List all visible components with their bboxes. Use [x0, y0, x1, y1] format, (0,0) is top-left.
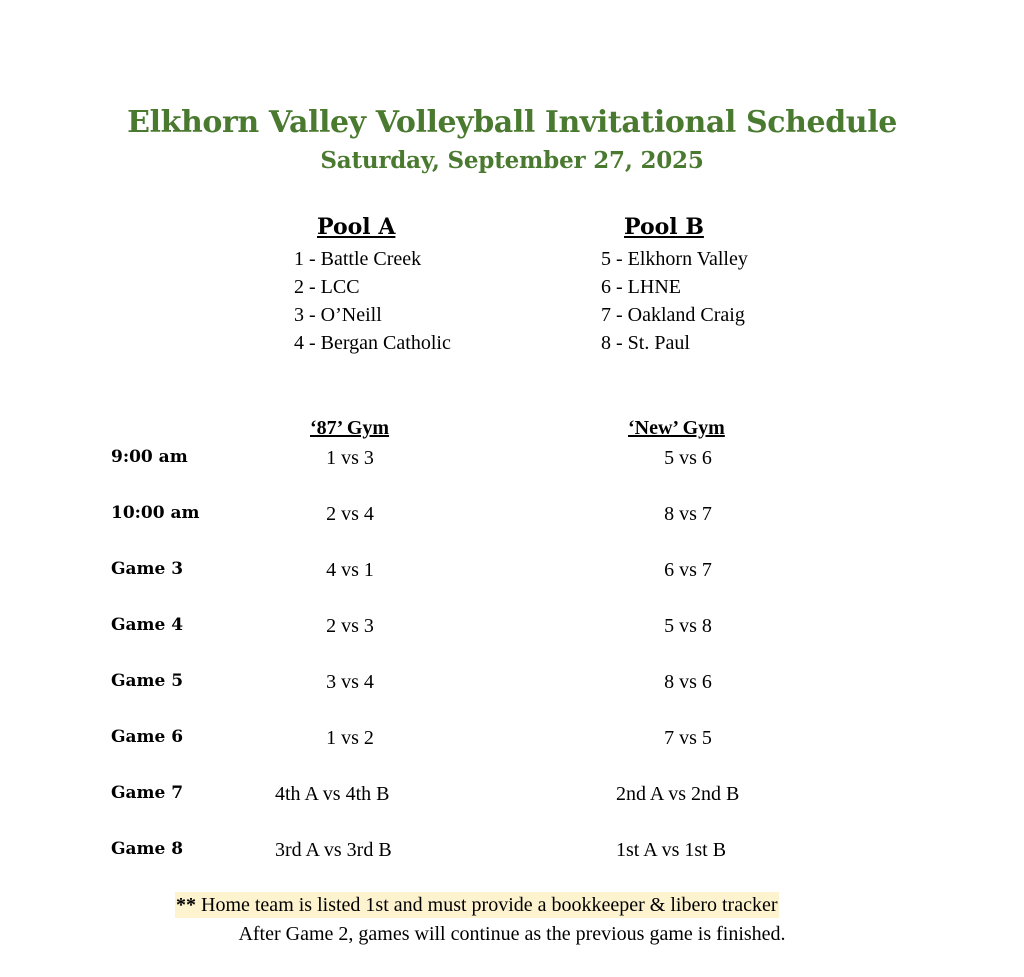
gym-87-match: 4th A vs 4th B: [275, 783, 390, 805]
row-label: Game 5: [111, 671, 184, 691]
pool-b-team: 5 - Elkhorn Valley: [601, 248, 748, 270]
gym-87-heading: ‘87’ Gym: [310, 417, 390, 439]
home-team-note: [175, 892, 779, 918]
pool-a-team: 4 - Bergan Catholic: [294, 332, 451, 354]
gym-87-match: 1 vs 2: [326, 727, 374, 749]
gym-87-match: 3 vs 4: [326, 671, 374, 693]
pool-b-team: 6 - LHNE: [601, 276, 681, 298]
gym-new-match: 5 vs 8: [664, 615, 712, 637]
gym-new-match: 7 vs 5: [664, 727, 712, 749]
pool-a-team: 3 - O’Neill: [294, 304, 382, 326]
row-label: Game 8: [111, 839, 184, 859]
note-marker: **: [176, 894, 196, 916]
pool-b-team-list: [601, 245, 748, 357]
gym-new-match: 8 vs 7: [664, 503, 712, 525]
row-label: 9:00 am: [111, 447, 188, 467]
pool-a-team-list: [294, 245, 451, 357]
row-label: Game 3: [111, 559, 184, 579]
pool-a-team: 2 - LCC: [294, 276, 360, 298]
gym-new-match: 5 vs 6: [664, 447, 712, 469]
home-team-note-text: Home team is listed 1st and must provide a bookkeeper & libero tracker: [201, 894, 778, 916]
pool-b-team: 7 - Oakland Craig: [601, 304, 745, 326]
row-label: Game 7: [111, 783, 184, 803]
row-label: 10:00 am: [111, 503, 200, 523]
gym-87-match: 3rd A vs 3rd B: [275, 839, 392, 861]
pool-a-team: 1 - Battle Creek: [294, 248, 422, 270]
row-label: Game 6: [111, 727, 184, 747]
pool-b-heading: Pool B: [624, 214, 704, 240]
gym-87-match: 1 vs 3: [326, 447, 374, 469]
pool-b-team: 8 - St. Paul: [601, 332, 690, 354]
gym-new-match: 2nd A vs 2nd B: [616, 783, 740, 805]
gym-87-match: 4 vs 1: [326, 559, 374, 581]
gym-new-match: 8 vs 6: [664, 671, 712, 693]
gym-new-heading: ‘New’ Gym: [628, 417, 725, 439]
event-date: Saturday, September 27, 2025: [320, 147, 704, 174]
gym-new-match: 6 vs 7: [664, 559, 712, 581]
gym-new-match: 1st A vs 1st B: [616, 839, 727, 861]
gym-87-match: 2 vs 3: [326, 615, 374, 637]
continuation-note: After Game 2, games will continue as the previous game is finished.: [238, 923, 786, 945]
page-title: Elkhorn Valley Volleyball Invitational Schedule: [127, 105, 897, 140]
pool-b: [624, 212, 704, 244]
gym-87-match: 2 vs 4: [326, 503, 374, 525]
row-label: Game 4: [111, 615, 184, 635]
pool-a-heading: Pool A: [317, 214, 396, 240]
pool-a: [317, 212, 395, 244]
